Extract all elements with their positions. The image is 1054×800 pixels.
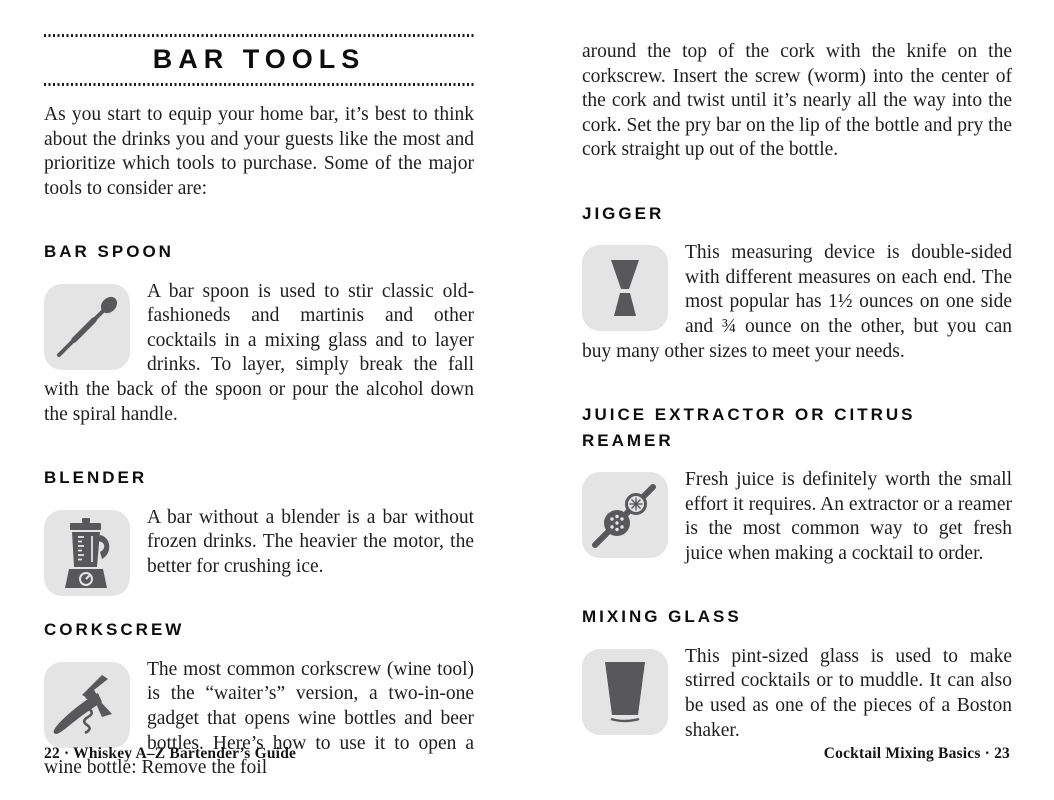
section-text-juice-extractor: Fresh juice is definitely worth the small effort it requires. An extractor or a reamer is the most common way to get fresh juice when making a cocktail to order. [685,469,1012,564]
section-heading-blender: BLENDER [44,468,148,488]
section-heading-juice-extractor: JUICE EXTRACTOR OR CITRUS REAMER [582,405,916,450]
section-heading-mixing-glass: MIXING GLASS [582,607,742,627]
continuation-paragraph: around the top of the cork with the knife on the corkscrew. Insert the screw (worm) into the center of the cork and twist until it’s nearly all the way into the cork. Set the pry bar on the lip of the bottle and pry the cork straight up out of the bottle. [582,41,1012,161]
jigger-icon [582,245,668,331]
section-mixing-glass [582,645,1012,743]
intro-paragraph: As you start to equip your home bar, it’s best to think about the drinks you and your guests like the most and prioritize which tools to purchase. Some of the major tools to consider are: [44,104,474,199]
section-heading-corkscrew: CORKSCREW [44,620,185,640]
section-blender [44,506,474,580]
bar-spoon-icon [44,284,130,370]
mixing-glass-icon [582,649,668,735]
juice-extractor-icon [582,472,668,558]
blender-icon [44,510,130,596]
dotted-rule-bottom [44,83,474,86]
section-bar-spoon [44,280,474,427]
section-text-bar-spoon: A bar spoon is used to stir classic old-fashioneds and martinis and other cocktails in a mixing glass and to layer drinks. To layer, simply break the fall with the back of the spoon or pour the alcohol down the spiral handle. [44,280,474,425]
page-left [44,0,474,781]
page-right [582,0,1012,743]
footer-left-page-number: 22 · Whiskey A–Z Bartender’s Guide [44,745,297,762]
page-title: BAR TOOLS [152,44,366,74]
section-juice-extractor [582,468,1012,566]
section-text-blender: A bar without a blender is a bar without frozen drinks. The heavier the motor, the better for crushing ice. [147,506,474,577]
corkscrew-icon [44,662,130,748]
section-jigger [582,241,1012,364]
section-text-jigger: This measuring device is double-sided with different measures on each end. The most popular has 1½ ounces on one side and ¾ ounce on the other, but you can buy many other sizes to meet your needs. [582,242,1012,362]
section-text-mixing-glass: This pint-sized glass is used to make stirred cocktails or to muddle. It can also be used as one of the pieces of a Boston shaker. [685,645,1012,741]
section-text-corkscrew: The most common corkscrew (wine tool) is the “waiter’s” version, a two-in-one gadget that opens wine bottles and beer bottles. Here’s how to use it to open a wine bottle: Remove the foil [44,658,474,779]
section-heading-jigger: JIGGER [582,203,665,223]
dotted-rule-top [44,34,474,37]
footer-right-page-number: Cocktail Mixing Basics · 23 [823,745,1010,762]
section-heading-bar-spoon: BAR SPOON [44,242,174,262]
